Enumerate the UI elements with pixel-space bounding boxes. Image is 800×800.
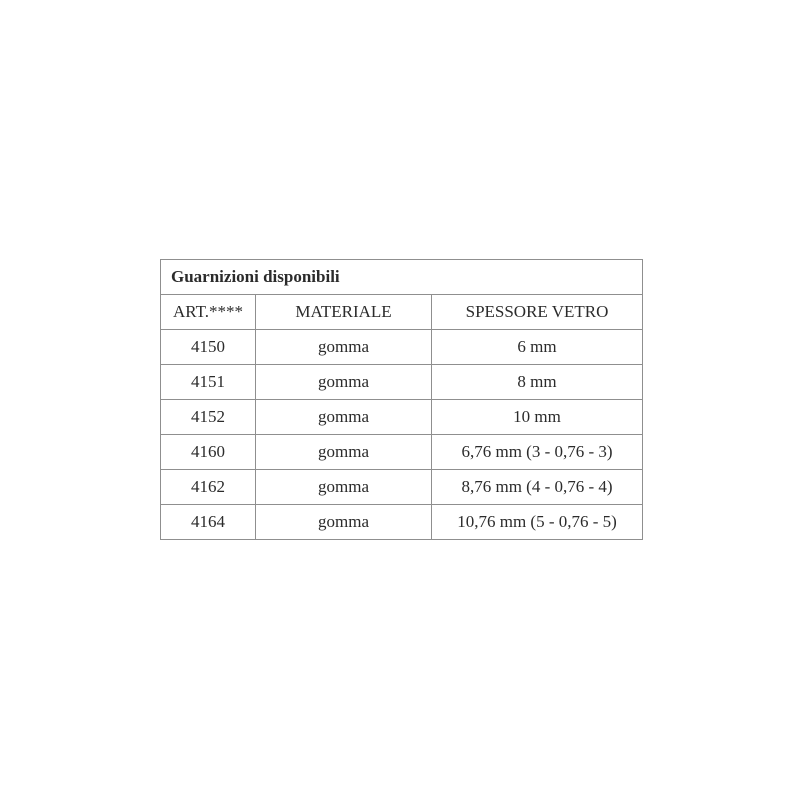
- cell-materiale: gomma: [256, 470, 432, 505]
- table-row: [161, 435, 643, 470]
- cell-art: 4164: [161, 505, 256, 540]
- cell-spessore: 6 mm: [432, 330, 643, 365]
- cell-art: 4151: [161, 365, 256, 400]
- header-spessore-vetro: SPESSORE VETRO: [432, 295, 643, 330]
- table-row: [161, 505, 643, 540]
- cell-materiale: gomma: [256, 400, 432, 435]
- table-header-row: [161, 295, 643, 330]
- cell-spessore: 8 mm: [432, 365, 643, 400]
- cell-spessore: 10 mm: [432, 400, 643, 435]
- table-row: [161, 470, 643, 505]
- cell-spessore: 10,76 mm (5 - 0,76 - 5): [432, 505, 643, 540]
- cell-materiale: gomma: [256, 435, 432, 470]
- cell-materiale: gomma: [256, 505, 432, 540]
- header-materiale: MATERIALE: [256, 295, 432, 330]
- table-row: [161, 400, 643, 435]
- cell-materiale: gomma: [256, 365, 432, 400]
- cell-materiale: gomma: [256, 330, 432, 365]
- table-title-row: [161, 260, 643, 295]
- seals-table: [160, 259, 643, 540]
- table-title: Guarnizioni disponibili: [161, 260, 643, 295]
- cell-art: 4162: [161, 470, 256, 505]
- table-row: [161, 365, 643, 400]
- header-art: ART.****: [161, 295, 256, 330]
- table-row: [161, 330, 643, 365]
- cell-art: 4150: [161, 330, 256, 365]
- cell-spessore: 8,76 mm (4 - 0,76 - 4): [432, 470, 643, 505]
- cell-spessore: 6,76 mm (3 - 0,76 - 3): [432, 435, 643, 470]
- cell-art: 4160: [161, 435, 256, 470]
- cell-art: 4152: [161, 400, 256, 435]
